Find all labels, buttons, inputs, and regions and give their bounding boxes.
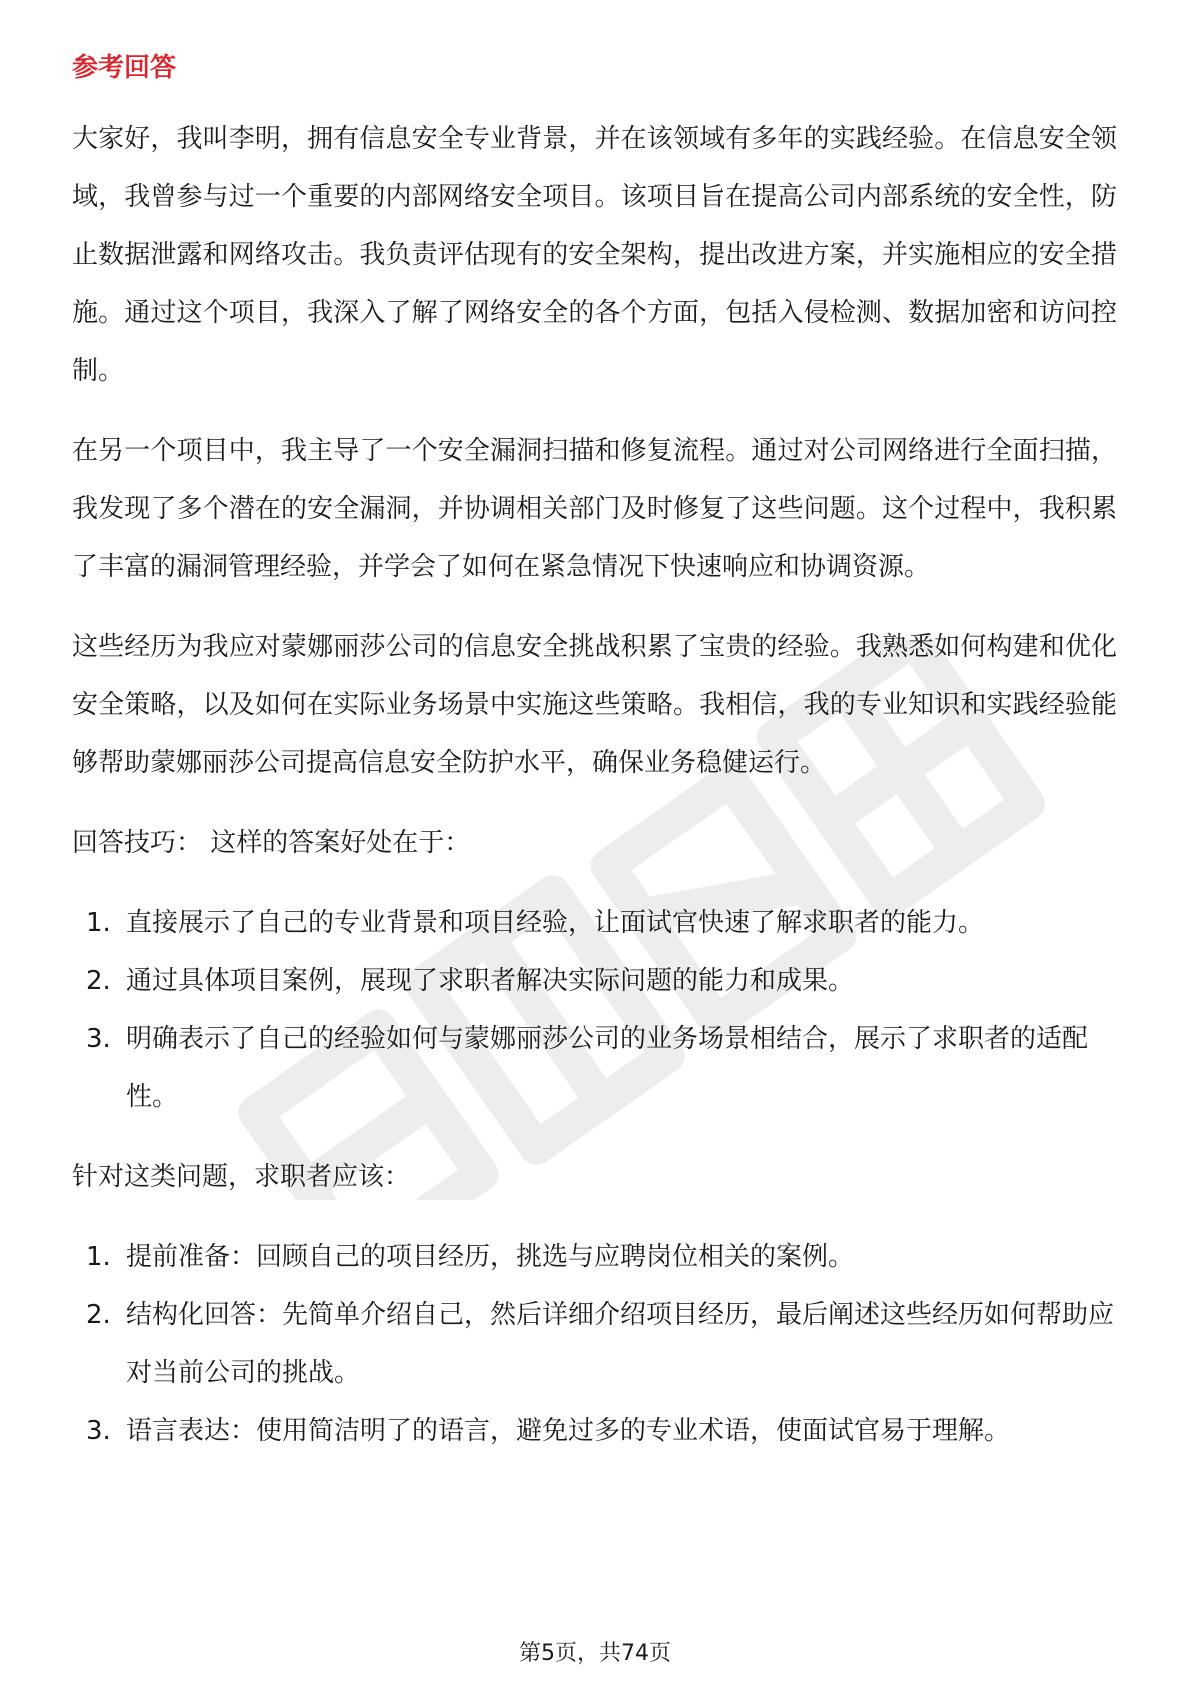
answer-paragraph-3: 这些经历为我应对蒙娜丽莎公司的信息安全挑战积累了宝贵的经验。我熟悉如何构建和优化安全策略，以及如何在实际业务场景中实施这些策略。我相信，我的专业知识和实践经验能够帮助蒙娜丽莎公司提高信息安全防护水平，确保业务稳健运行。 xyxy=(72,632,1117,778)
list-item-text: 提前准备：回顾自己的项目经历，挑选与应聘岗位相关的案例。 xyxy=(126,1242,855,1272)
page-number: 第5页，共74页 xyxy=(519,1641,671,1666)
list-item-number: 1. xyxy=(86,908,111,938)
answer-paragraph-2: 在另一个项目中，我主导了一个安全漏洞扫描和修复流程。通过对公司网络进行全面扫描，我发现了多个潜在的安全漏洞，并协调相关部门及时修复了这些问题。这个过程中，我积累了丰富的漏洞管理经验，并学会了如何在紧急情况下快速响应和协调资源。 xyxy=(72,436,1117,582)
list-item-number: 2. xyxy=(86,966,111,996)
list-item-text: 通过具体项目案例，展现了求职者解决实际问题的能力和成果。 xyxy=(126,966,855,996)
document-body xyxy=(72,48,1117,1482)
list-item xyxy=(72,1010,1117,1126)
list-item-text: 语言表达：使用简洁明了的语言，避免过多的专业术语，使面试官易于理解。 xyxy=(126,1416,1011,1446)
list-item-number: 3. xyxy=(86,1416,111,1446)
list-item-number: 3. xyxy=(86,1024,111,1054)
section-heading: 参考回答 xyxy=(72,53,177,83)
list-item-number: 1. xyxy=(86,1242,111,1272)
list-item xyxy=(72,952,1117,1010)
advice-label: 针对这类问题，求职者应该： xyxy=(72,1162,411,1192)
list-item xyxy=(72,1228,1117,1286)
list-item-number: 2. xyxy=(86,1300,111,1330)
tips-list xyxy=(72,894,1117,1126)
answer-paragraph-1: 大家好，我叫李明，拥有信息安全专业背景，并在该领域有多年的实践经验。在信息安全领域，我曾参与过一个重要的内部网络安全项目。该项目旨在提高公司内部系统的安全性，防止数据泄露和网络攻击。我负责评估现有的安全架构，提出改进方案，并实施相应的安全措施。通过这个项目，我深入了解了网络安全的各个方面，包括入侵检测、数据加密和访问控制。 xyxy=(72,124,1117,386)
list-item xyxy=(72,1286,1117,1402)
tips-label: 回答技巧： 这样的答案好处在于： xyxy=(72,828,471,858)
list-item xyxy=(72,894,1117,952)
advice-list xyxy=(72,1228,1117,1460)
list-item-text: 结构化回答：先简单介绍自己，然后详细介绍项目经历，最后阐述这些经历如何帮助应对当前公司的挑战。 xyxy=(126,1300,1115,1388)
list-item xyxy=(72,1402,1117,1460)
list-item-text: 明确表示了自己的经验如何与蒙娜丽莎公司的业务场景相结合，展示了求职者的适配性。 xyxy=(126,1024,1089,1112)
list-item-text: 直接展示了自己的专业背景和项目经验，让面试官快速了解求职者的能力。 xyxy=(126,908,985,938)
